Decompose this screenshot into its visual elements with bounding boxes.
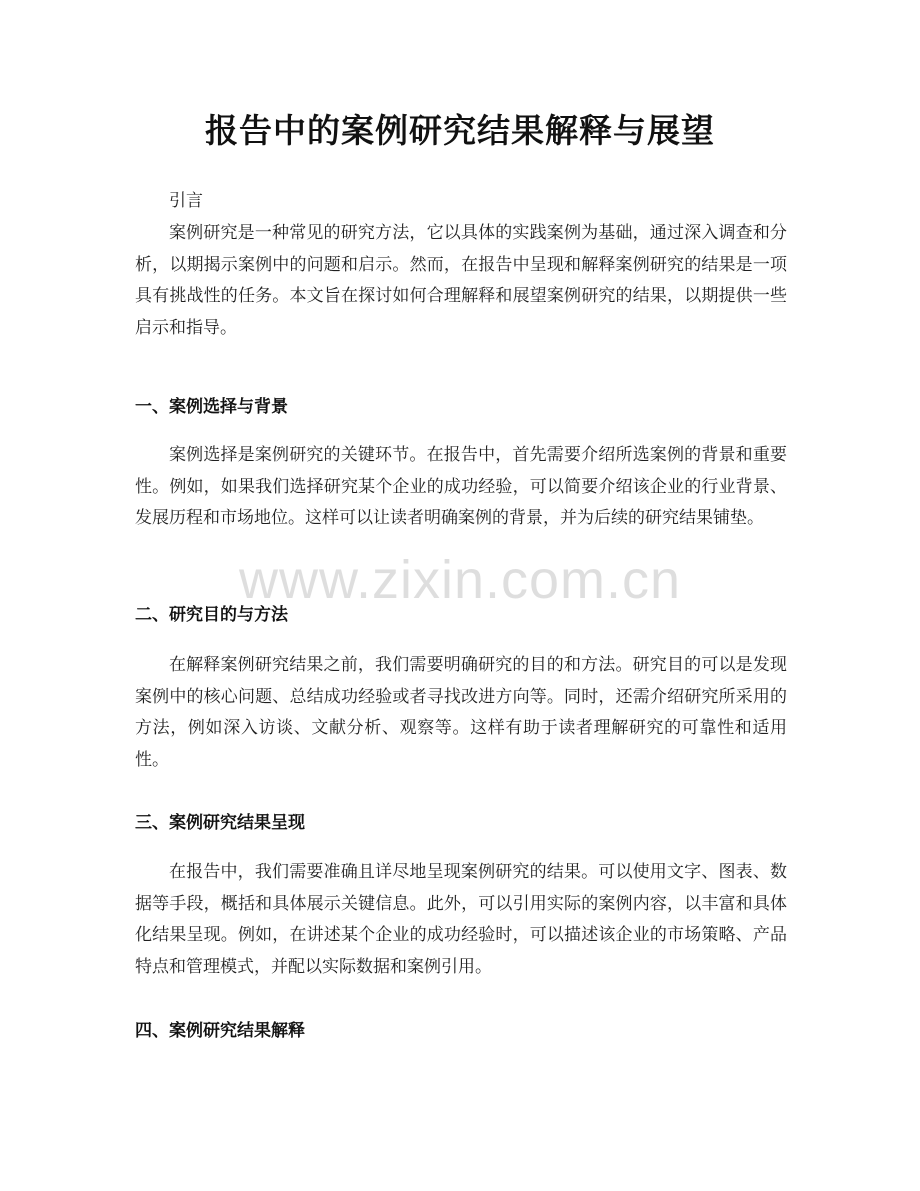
section-heading-1: 一、案例选择与背景: [135, 397, 288, 417]
document-title: 报告中的案例研究结果解释与展望: [205, 111, 715, 150]
watermark: www.zixin.com.cn: [238, 550, 682, 610]
section-paragraph-1: 案例选择是案例研究的关键环节。在报告中，首先需要介绍所选案例的背景和重要性。例如，如果我们选择研究某个企业的成功经验，可以简要介绍该企业的行业背景、发展历程和市场地位。这样可以让读者明确案例的背景，并为后续的研究结果铺垫。: [135, 445, 787, 528]
section-heading-2: 二、研究目的与方法: [135, 605, 288, 625]
section-heading-4: 四、案例研究结果解释: [135, 1021, 305, 1041]
section-paragraph-2: 在解释案例研究结果之前，我们需要明确研究的目的和方法。研究目的可以是发现案例中的核心问题、总结成功经验或者寻找改进方向等。同时，还需介绍研究所采用的方法，例如深入访谈、文献分析、观察等。这样有助于读者理解研究的可靠性和适用性。: [135, 655, 787, 770]
intro-paragraph: 案例研究是一种常见的研究方法，它以具体的实践案例为基础，通过深入调查和分析，以期揭示案例中的问题和启示。然而，在报告中呈现和解释案例研究的结果是一项具有挑战性的任务。本文旨在探讨如何合理解释和展望案例研究的结果，以期提供一些启示和指导。: [135, 223, 787, 338]
section-paragraph-3: 在报告中，我们需要准确且详尽地呈现案例研究的结果。可以使用文字、图表、数据等手段，概括和具体展示关键信息。此外，可以引用实际的案例内容，以丰富和具体化结果呈现。例如，在讲述某个企业的成功经验时，可以描述该企业的市场策略、产品特点和管理模式，并配以实际数据和案例引用。: [135, 862, 787, 977]
section-heading-3: 三、案例研究结果呈现: [135, 813, 305, 833]
intro-label: 引言: [169, 191, 203, 211]
